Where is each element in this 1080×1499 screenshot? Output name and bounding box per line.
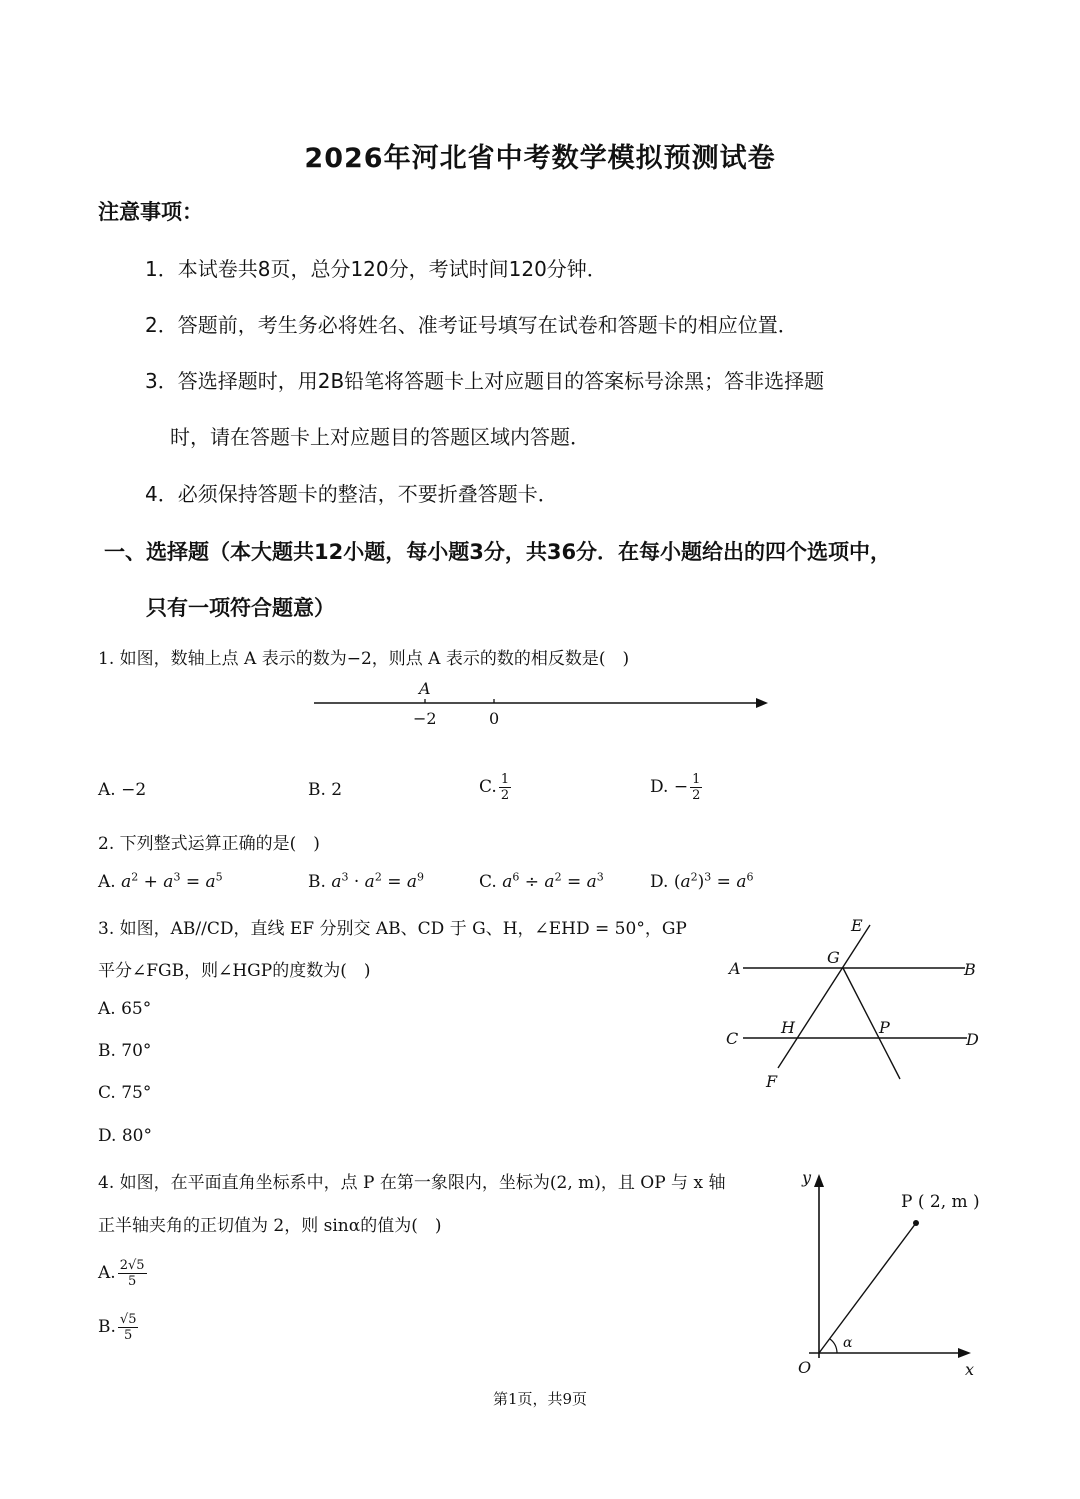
number-line-figure <box>300 672 780 732</box>
section-heading-cont: 只有一项符合题意） <box>146 596 335 620</box>
question-1-stem: 1. 如图，数轴上点 A 表示的数为−2，则点 A 表示的数的相反数是( ) <box>98 649 630 669</box>
label-alpha: α <box>843 1335 853 1351</box>
line-gp <box>843 968 900 1079</box>
notice-item-4: 4．必须保持答题卡的整洁，不要折叠答题卡． <box>145 482 558 506</box>
question-3-stem: 3. 如图，AB//CD，直线 EF 分别交 AB、CD 于 G、H，∠EHD = 50°，GP <box>98 919 687 939</box>
label-b: B <box>964 960 976 979</box>
label-f: F <box>766 1072 778 1091</box>
question-2-option-a: A. $a^2 + a^3 = a^5$ <box>98 870 223 892</box>
label-e: E <box>851 916 863 935</box>
label-c: C <box>726 1029 739 1048</box>
label-minus-two: −2 <box>413 709 437 728</box>
label-h: H <box>781 1018 795 1037</box>
question-1-option-b: B. 2 <box>308 780 343 800</box>
notice-item-3: 3．答选择题时，用2B铅笔将答题卡上对应题目的答案标号涂黑；答非选择题 <box>145 369 825 393</box>
section-heading: 一、选择题（本大题共12小题，每小题3分，共36分．在每小题给出的四个选项中， <box>104 540 892 564</box>
label-x: x <box>965 1360 975 1379</box>
question-2-stem: 2. 下列整式运算正确的是( ) <box>98 834 320 854</box>
notice-item-3-cont: 时，请在答题卡上对应题目的答题区域内答题． <box>170 425 590 449</box>
angle-arc <box>830 1339 837 1353</box>
label-zero: 0 <box>489 709 500 728</box>
question-1-option-c: C. $\frac{1}{2}$ <box>479 772 510 803</box>
notice-heading: 注意事项： <box>98 200 203 224</box>
segment-op <box>819 1223 916 1353</box>
question-4-option-b: B. $\frac{√5}{5}$ <box>98 1312 137 1343</box>
question-1-option-a: A. −2 <box>98 780 147 800</box>
parallel-lines-figure <box>715 905 1005 1100</box>
x-axis-arrow <box>958 1348 971 1358</box>
label-a: A <box>729 959 741 978</box>
number-line-arrow <box>756 698 768 708</box>
coordinate-figure <box>785 1160 995 1385</box>
y-axis-arrow <box>814 1174 824 1187</box>
point-p <box>913 1220 919 1226</box>
label-d: D <box>966 1030 979 1049</box>
question-2-option-d: D. $(a^2)^3 = a^6$ <box>650 870 754 892</box>
label-origin: O <box>798 1358 812 1377</box>
label-p: P <box>879 1018 890 1037</box>
question-3-stem-cont: 平分∠FGB，则∠HGP的度数为( ) <box>98 961 371 981</box>
question-4-stem: 4. 如图，在平面直角坐标系中，点 P 在第一象限内，坐标为(2, m)，且 OP 与 x 轴 <box>98 1173 726 1193</box>
question-3-option-b: B. 70° <box>98 1041 152 1061</box>
question-4-option-a: A. $\frac{2√5}{5}$ <box>98 1258 145 1289</box>
question-3-option-c: C. 75° <box>98 1083 152 1103</box>
label-y: y <box>802 1168 812 1187</box>
notice-item-2: 2．答题前，考生务必将姓名、准考证号填写在试卷和答题卡的相应位置． <box>145 313 798 337</box>
question-4-stem-cont: 正半轴夹角的正切值为 2，则 sinα的值为( ) <box>98 1216 442 1236</box>
question-3-option-d: D. 80° <box>98 1126 152 1146</box>
page-footer: 第1页，共9页 <box>492 1390 588 1408</box>
page-title: 2026年河北省中考数学模拟预测试卷 <box>304 143 776 174</box>
question-1-option-d: D. − $\frac{1}{2}$ <box>650 772 701 803</box>
notice-item-1: 1．本试卷共8页，总分120分，考试时间120分钟． <box>145 257 607 281</box>
question-3-option-a: A. 65° <box>98 999 152 1019</box>
label-point-a: A <box>419 679 431 698</box>
label-p-coords: P ( 2, m ) <box>901 1192 980 1212</box>
line-ef <box>778 925 870 1068</box>
question-2-option-c: C. $a^6 \div a^2 = a^3$ <box>479 870 604 892</box>
question-2-option-b: B. $a^3 \cdot a^2 = a^9$ <box>308 870 425 892</box>
label-g: G <box>827 948 840 967</box>
